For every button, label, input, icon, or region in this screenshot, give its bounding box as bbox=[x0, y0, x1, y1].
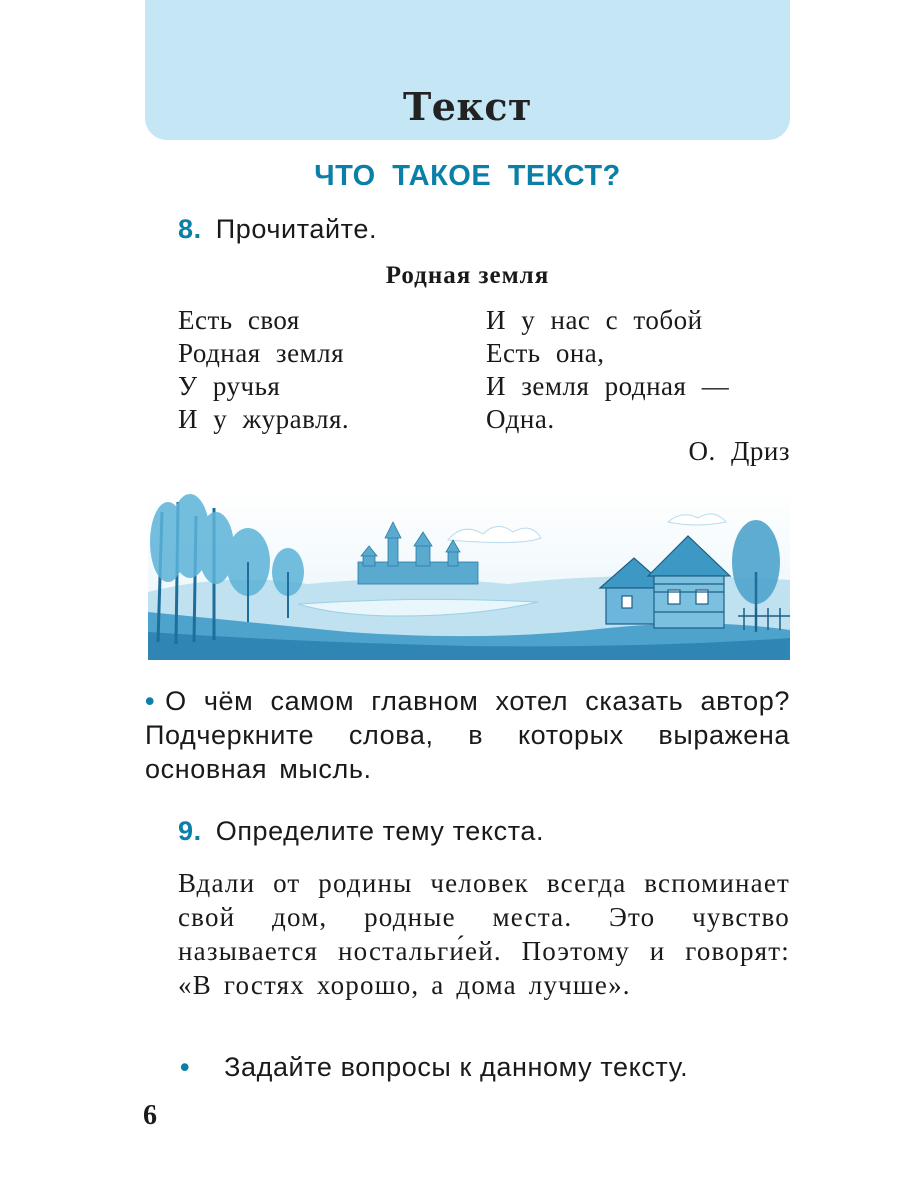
poem-line: Есть своя bbox=[178, 305, 300, 335]
poem-line: Есть она, bbox=[486, 338, 605, 368]
prose-paragraph: Вдали от родины человек всегда вспоминает свой дом, родные места. Это чувство называется ностальги́ей. Поэтому и говорят: «В гостях хорошо, а дома лучше». bbox=[178, 868, 790, 1000]
poem-line: У ручья bbox=[178, 371, 281, 401]
bullet-icon: • bbox=[145, 686, 156, 716]
poem-line: Родная земля bbox=[178, 338, 345, 368]
question-text: О чём самом главном хотел сказать автор? Подчеркните слова, в которых выражена основная мысль. bbox=[145, 686, 790, 784]
poem-line: И у журавля. bbox=[178, 404, 350, 434]
poem-stanza-right bbox=[486, 304, 729, 436]
question-text: Задайте вопросы к данному тексту. bbox=[224, 1052, 689, 1082]
task-8 bbox=[178, 214, 377, 245]
poem-title: Родная земля bbox=[385, 262, 550, 289]
page-number: 6 bbox=[143, 1100, 157, 1131]
bullet-icon: • bbox=[180, 1052, 191, 1082]
landscape-illustration bbox=[148, 492, 790, 660]
poem-line: И у нас с тобой bbox=[486, 305, 703, 335]
task-instruction: Определите тему текста. bbox=[215, 816, 545, 846]
chapter-title: Текст bbox=[402, 84, 533, 129]
question-main-idea bbox=[145, 684, 790, 786]
poem-line: Одна. bbox=[486, 404, 555, 434]
task-instruction: Прочитайте. bbox=[215, 214, 378, 244]
question-ask bbox=[180, 1052, 688, 1083]
poem-author: О. Дриз bbox=[688, 436, 790, 466]
task-number: 8. bbox=[178, 214, 202, 244]
poem-line: И земля родная — bbox=[486, 371, 730, 401]
task-9 bbox=[178, 816, 544, 847]
task-number: 9. bbox=[178, 816, 202, 846]
poem-stanza-left bbox=[178, 304, 349, 436]
section-title: ЧТО ТАКОЕ ТЕКСТ? bbox=[314, 160, 621, 192]
